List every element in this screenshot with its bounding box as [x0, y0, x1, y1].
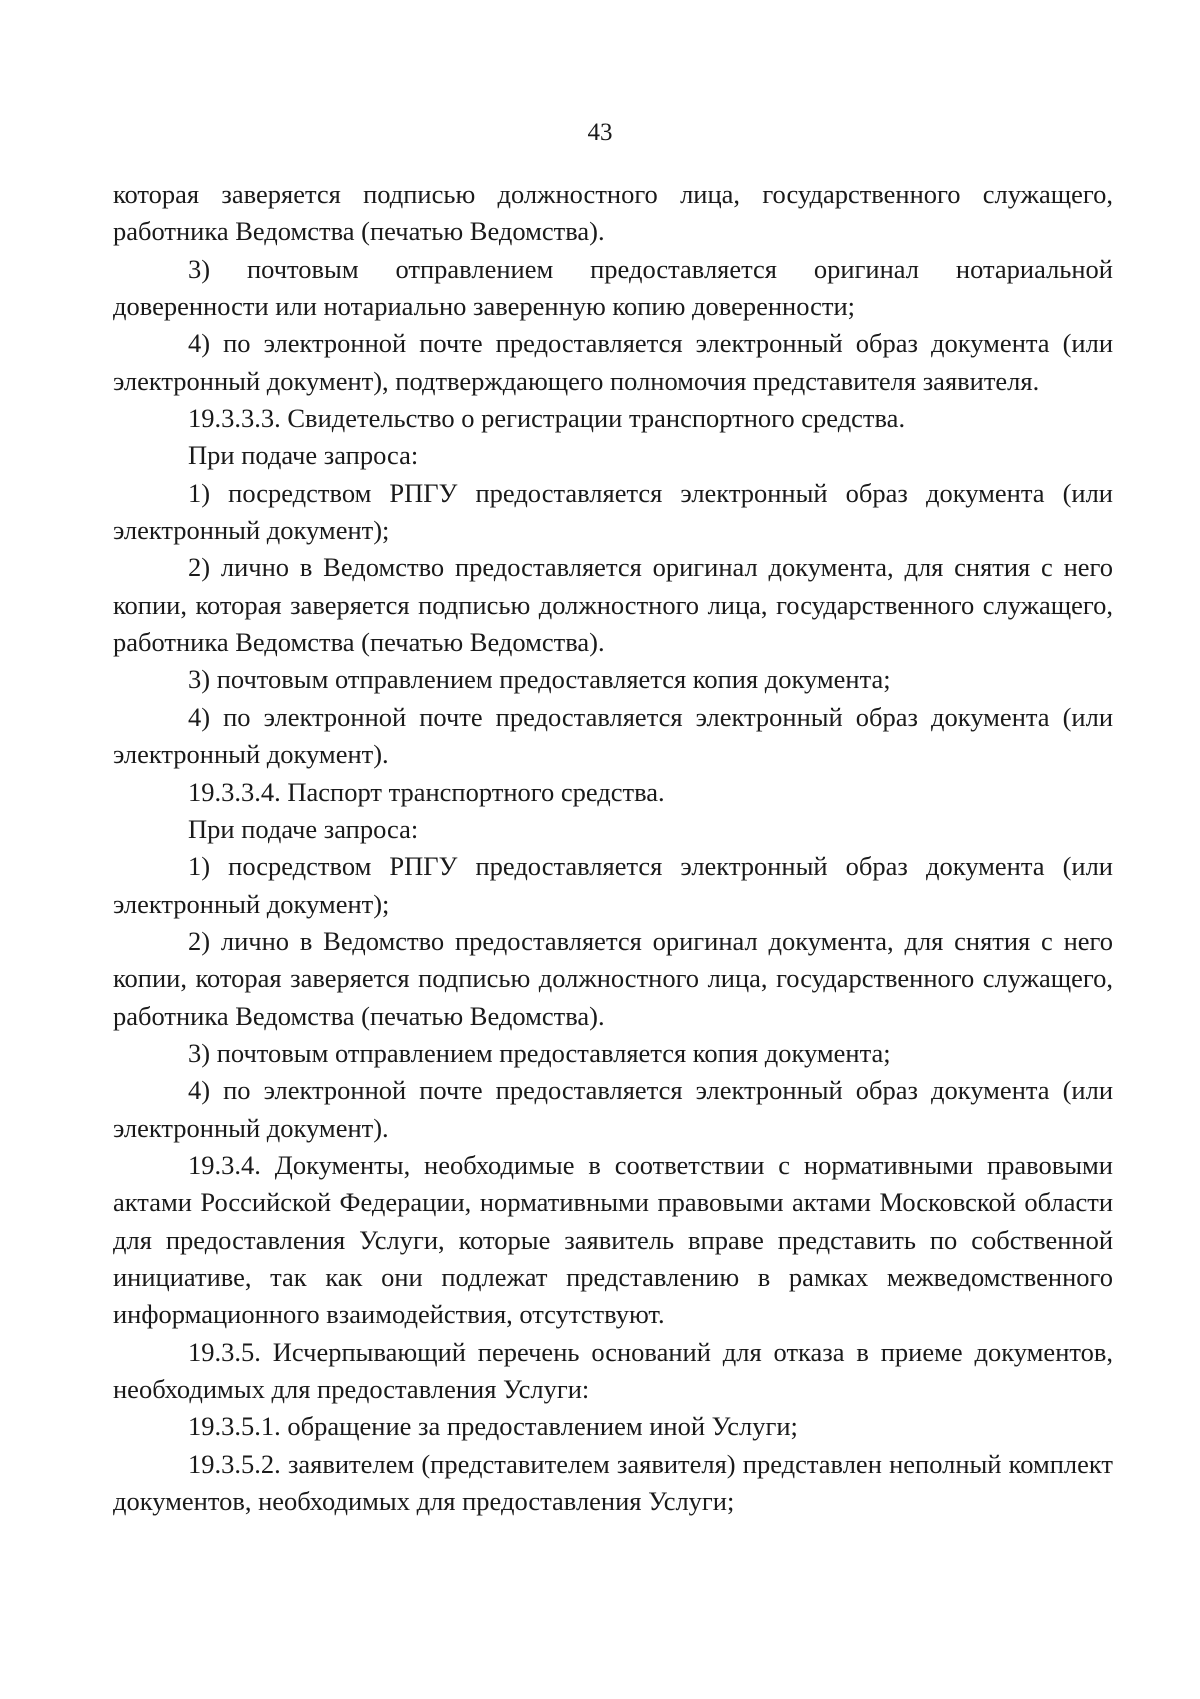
- paragraph-item-4-email: 4) по электронной почте предоставляется электронный образ документа (или электронный документ).: [113, 701, 1113, 770]
- paragraph-item-4-email: 4) по электронной почте предоставляется электронный образ документа (или электронный документ).: [113, 1075, 1113, 1143]
- paragraph-item-3-mail: 3) почтовым отправлением предоставляется копия документа;: [188, 1037, 891, 1068]
- paragraph-item-4-poa-email: 4) по электронной почте предоставляется электронный образ документа (или электронный документ), подтверждающего полномочия представителя заявителя.: [113, 328, 1113, 396]
- paragraph-section-19-3-4: 19.3.4. Документы, необходимые в соответствии с нормативными правовыми актами Российской Федерации, нормативными правовыми актами Московской области для предоставления Услуги, которые заявитель вправе представить по собственной инициативе, так как они подлежат представлению в рамках межведомственного информационного взаимодействия, отсутствуют.: [113, 1149, 1113, 1330]
- paragraph-request-intro: При подаче запроса:: [188, 440, 419, 471]
- paragraph-section-19-3-5-1: 19.3.5.1. обращение за предоставлением иной Услуги;: [188, 1411, 798, 1442]
- page-number: 43: [587, 119, 613, 146]
- paragraph-item-1-rpgu: 1) посредством РПГУ предоставляется электронный образ документа (или электронный документ);: [113, 851, 1113, 919]
- paragraph-section-19-3-3-3: 19.3.3.3. Свидетельство о регистрации транспортного средства.: [188, 403, 906, 434]
- paragraph-continuation: которая заверяется подписью должностного лица, государственного служащего, работника Ведомства (печатью Ведомства).: [113, 179, 1113, 247]
- paragraph-item-3-poa-mail: 3) почтовым отправлением предоставляется оригинал нотариальной доверенности или нотариально заверенную копию доверенности;: [113, 253, 1113, 322]
- paragraph-item-1-rpgu: 1) посредством РПГУ предоставляется электронный образ документа (или электронный документ);: [113, 477, 1113, 546]
- paragraph-section-19-3-3-4: 19.3.3.4. Паспорт транспортного средства.: [188, 776, 665, 807]
- paragraph-section-19-3-5-2: 19.3.5.2. заявителем (представителем заявителя) представлен неполный комплект документов, необходимых для предоставления Услуги;: [113, 1448, 1113, 1517]
- paragraph-item-3-mail: 3) почтовым отправлением предоставляется копия документа;: [188, 664, 891, 695]
- paragraph-item-2-in-person: 2) лично в Ведомство предоставляется оригинал документа, для снятия с него копии, которая заверяется подписью должностного лица, государственного служащего, работника Ведомства (печатью Ведомства).: [113, 552, 1113, 658]
- paragraph-item-2-in-person: 2) лично в Ведомство предоставляется оригинал документа, для снятия с него копии, которая заверяется подписью должностного лица, государственного служащего, работника Ведомства (печатью Ведомства).: [113, 925, 1113, 1031]
- paragraph-request-intro: При подаче запроса:: [188, 813, 419, 844]
- document-body: [113, 176, 1113, 1520]
- paragraph-section-19-3-5: 19.3.5. Исчерпывающий перечень оснований для отказа в приеме документов, необходимых для предоставления Услуги:: [113, 1336, 1113, 1404]
